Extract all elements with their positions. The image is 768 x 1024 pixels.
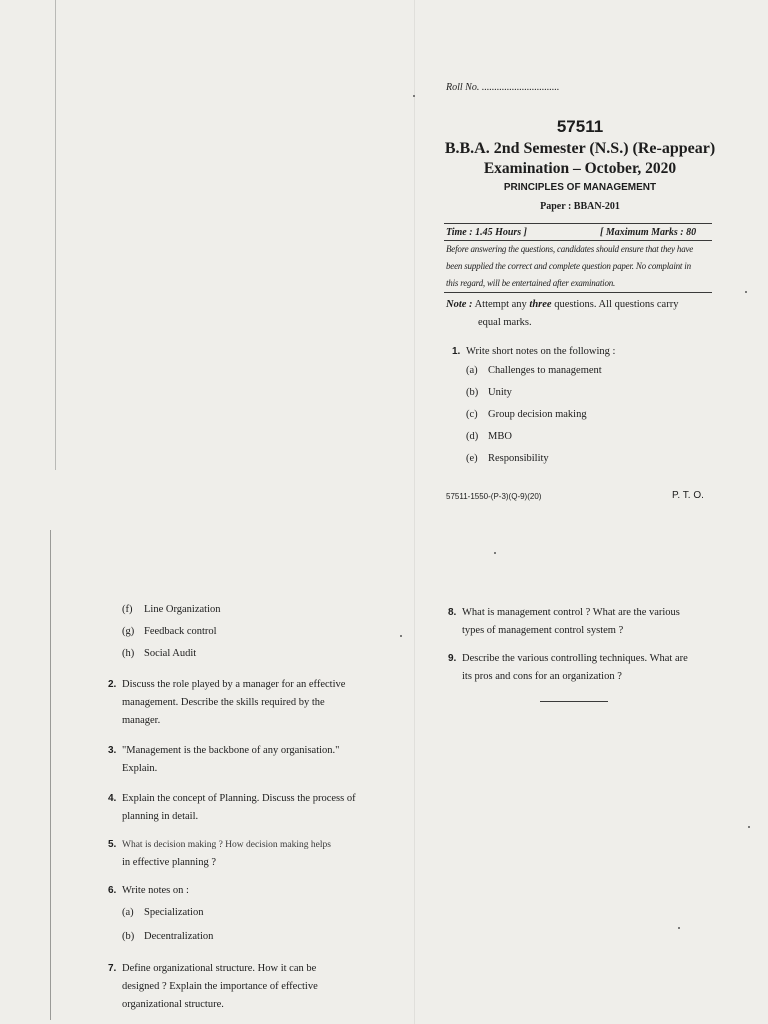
question-number: 7. [108,963,117,974]
scan-speck [748,826,750,828]
note-text: questions. All questions carry [554,299,679,310]
note-text: Attempt any [474,299,527,310]
question-4 [108,790,378,826]
sub-item-text: Specialization [144,907,204,918]
exam-title-line2: Examination – October, 2020 [483,160,677,177]
sub-item [122,931,213,942]
question-number: 1. [452,346,461,357]
sub-item [466,453,549,464]
question-3 [108,742,378,778]
note-label: Note : [446,299,473,310]
sub-item [122,907,203,918]
note-line2: equal marks. [478,317,532,328]
question-number: 6. [108,885,117,896]
scan-speck [400,635,402,637]
sub-item [122,604,221,615]
sub-item-text: Decentralization [144,931,214,942]
question-number: 4. [108,793,117,804]
question-line: What is decision making ? How decision making helps [122,840,331,850]
scan-speck [678,927,680,929]
question-line: Discuss the role played by a manager for an effective [122,679,346,690]
question-line: Explain. [122,763,158,774]
scan-margin-line [55,0,56,470]
sub-item-label: (g) [122,626,135,637]
paper-number: Paper : BBAN-201 [540,201,620,212]
question-5 [108,836,378,872]
question-line: "Management is the backbone of any organisation." [122,745,340,756]
question-line: types of management control system ? [462,625,624,636]
divider-line [444,292,712,293]
end-of-paper-rule [540,701,608,702]
question-line: manager. [122,715,161,726]
scan-speck [413,95,415,97]
sub-item-label: (e) [466,453,478,464]
sub-item-label: (a) [122,907,134,918]
question-number: 8. [448,607,457,618]
sub-item-text: MBO [488,431,512,442]
question-8 [448,604,728,640]
question-2 [108,676,378,732]
question-1 [452,343,722,361]
scan-margin-line [50,530,51,1020]
question-9 [448,650,728,686]
instruction-line: this regard, will be entertained after examination. [446,278,616,288]
roll-number-line: Roll No. ............................... [446,82,560,93]
sub-item [122,648,196,659]
question-text: Write notes on : [122,885,189,896]
sub-item [466,409,587,420]
question-line: designed ? Explain the importance of effective [122,981,318,992]
question-line: Describe the various controlling techniques. What are [462,653,688,664]
sub-item-label: (c) [466,409,478,420]
question-line: organizational structure. [122,999,224,1010]
question-line: its pros and cons for an organization ? [462,671,622,682]
footer-pto: P. T. O. [672,490,704,501]
sub-item [466,431,512,442]
time-allowed: Time : 1.45 Hours ] [446,227,528,238]
question-6 [108,882,378,900]
sub-item-label: (b) [466,387,479,398]
sub-item-label: (f) [122,604,133,615]
scan-speck [494,552,496,554]
exam-title-line1: B.B.A. 2nd Semester (N.S.) (Re-appear) [444,140,716,157]
question-line: management. Describe the skills required by the [122,697,325,708]
divider-line [444,223,712,224]
question-line: What is management control ? What are the various [462,607,680,618]
question-number: 5. [108,839,117,850]
sub-item-label: (h) [122,648,135,659]
maximum-marks: [ Maximum Marks : 80 [600,227,697,238]
exam-note [446,299,716,310]
footer-paper-code: 57511-1550-(P-3)(Q-9)(20) [446,492,542,501]
note-emphasis: three [529,299,552,310]
sub-item-label: (d) [466,431,479,442]
question-number: 3. [108,745,117,756]
divider-line [444,240,712,241]
question-line: planning in detail. [122,811,199,822]
question-line: in effective planning ? [122,857,216,868]
paper-code: 57511 [556,117,604,136]
question-number: 2. [108,679,117,690]
sub-item [122,626,217,637]
sub-item-text: Unity [488,387,512,398]
instruction-line: been supplied the correct and complete question paper. No complaint in [446,261,691,271]
sub-item-text: Social Audit [144,648,197,659]
scan-speck [745,291,747,293]
question-text: Write short notes on the following : [466,346,616,357]
question-line: Explain the concept of Planning. Discuss the process of [122,793,356,804]
question-7 [108,960,378,1016]
sub-item-label: (b) [122,931,135,942]
sub-item-text: Feedback control [144,626,217,637]
question-number: 9. [448,653,457,664]
subject-title: PRINCIPLES OF MANAGEMENT [503,182,657,193]
sub-item [466,387,512,398]
instruction-line: Before answering the questions, candidates should ensure that they have [446,244,694,254]
sub-item-text: Challenges to management [488,365,602,376]
sub-item [466,365,602,376]
sub-item-text: Line Organization [144,604,221,615]
sub-item-text: Group decision making [488,409,587,420]
question-line: Define organizational structure. How it can be [122,963,317,974]
sub-item-label: (a) [466,365,478,376]
sub-item-text: Responsibility [488,453,549,464]
